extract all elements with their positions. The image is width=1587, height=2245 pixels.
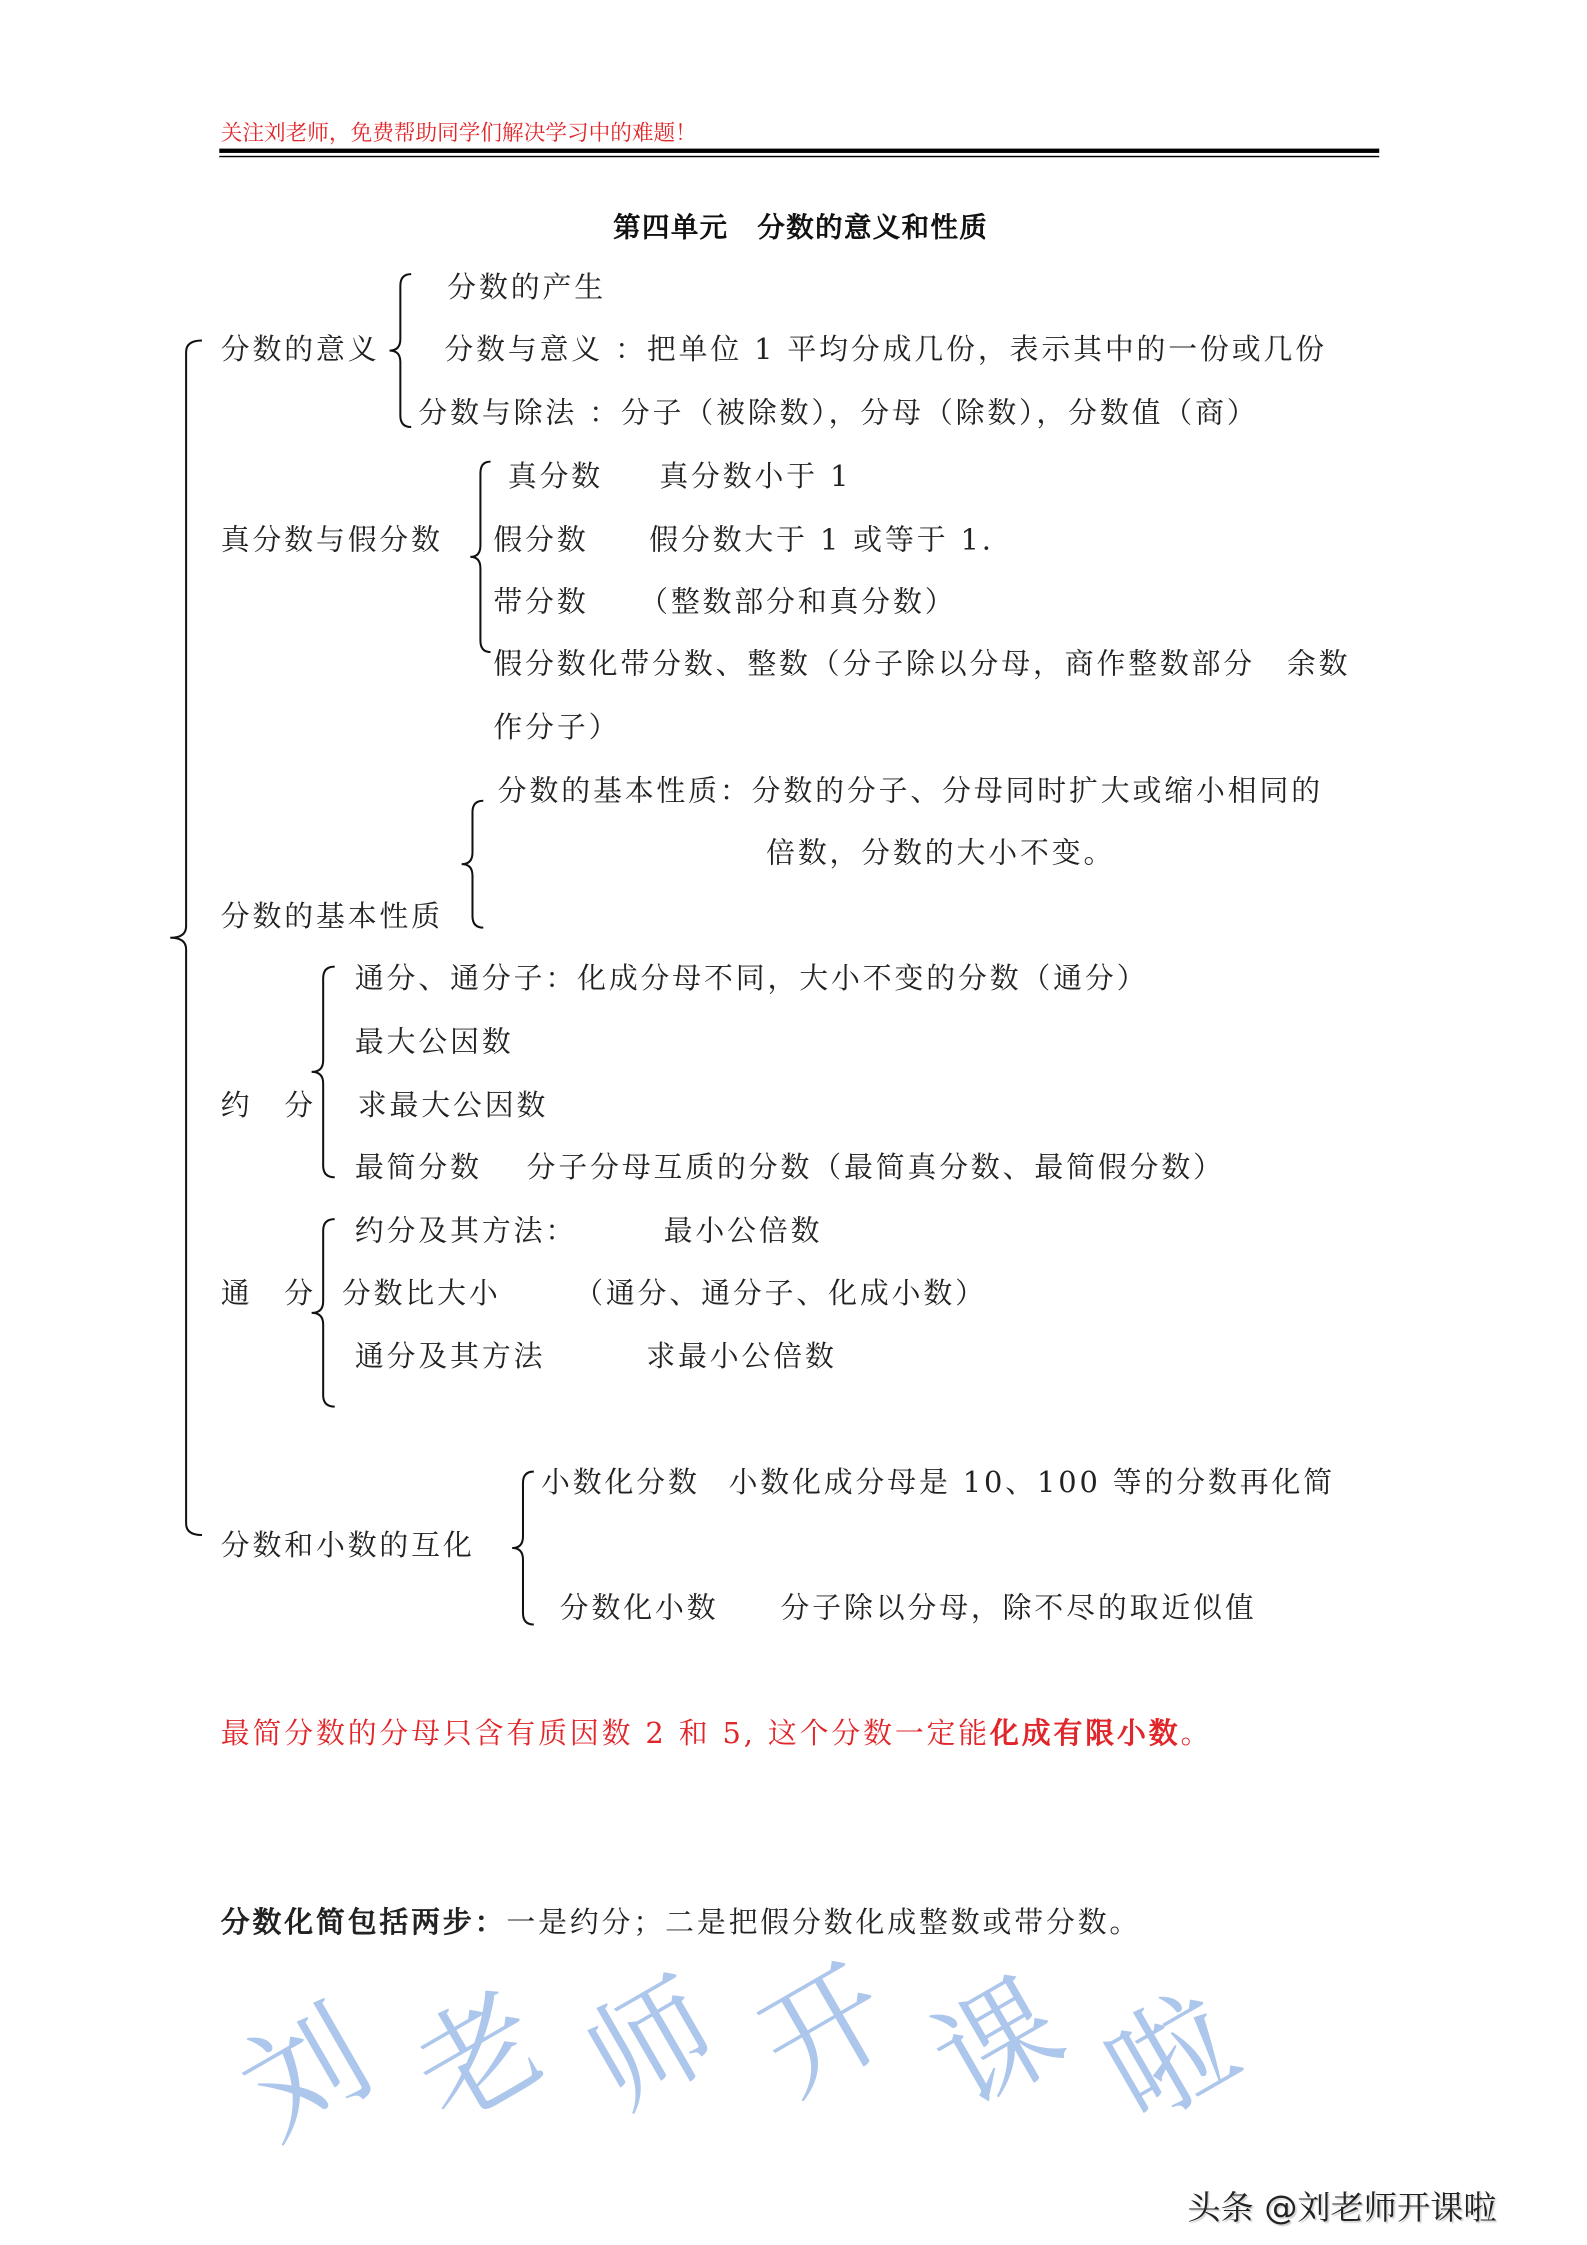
list-item: 分数与除法 ：分子（被除数），分母（除数），分数值（商） (418, 395, 1259, 430)
watermark-char: 师 (564, 1952, 740, 2136)
list-item: 分数的产生 (447, 269, 606, 305)
list-item: 求最大公因数 (357, 1087, 549, 1123)
watermark-char: 啦 (1083, 1967, 1260, 2151)
term-desc: 小数化成分母是 10、100 等的分数再化简 (728, 1464, 1335, 1499)
note-simplify (221, 1904, 1141, 1939)
term: 假分数 (493, 522, 589, 557)
term-desc: （整数部分和真分数） (639, 584, 957, 619)
section-label-proper-improper: 真分数与假分数 (220, 522, 443, 557)
footer-watermark: 头条 @刘老师开课啦 (1187, 2190, 1497, 2228)
term: 分数化小数 (559, 1589, 719, 1625)
term-desc: 分子除以分母，除不尽的取近似值 (780, 1589, 1257, 1625)
note-end: 。 (1180, 1715, 1213, 1750)
term: 真分数 (507, 458, 604, 494)
term-desc: 假分数大于 1 或等于 1. (649, 522, 994, 557)
watermark-char: 课 (910, 1952, 1087, 2136)
list-item: 最大公因数 (354, 1024, 514, 1059)
brace-basic-property (462, 801, 484, 928)
term-desc: 最小公倍数 (663, 1213, 823, 1248)
brace-fraction-decimal (512, 1472, 534, 1625)
term-desc: 真分数小于 1 (659, 458, 852, 494)
brace-common-denominator (312, 1219, 335, 1407)
term: 约分及其方法： (354, 1213, 578, 1248)
property-line: 分数的基本性质：分数的分子、分母同时扩大或缩小相同的 (497, 773, 1323, 808)
page-title: 第四单元 分数的意义和性质 (613, 212, 989, 244)
term-desc: 求最小公倍数 (646, 1338, 837, 1374)
list-item: 分数与意义 ：把单位 1 平均分成几份，表示其中的一份或几份 (444, 331, 1327, 367)
header-rule-thick (219, 149, 1379, 153)
main-brace (170, 340, 202, 1535)
brace-meaning (390, 274, 412, 427)
list-item: 通分、通分子：化成分母不同，大小不变的分数（通分） (354, 960, 1149, 996)
term: 小数化分数 (541, 1464, 700, 1499)
note-heading: 分数化简包括两步： (220, 1904, 507, 1939)
term-desc: 分子分母互质的分数（最简真分数、最简假分数） (526, 1149, 1225, 1185)
term: 通分及其方法 (354, 1338, 546, 1374)
conversion-line: 作分子） (493, 709, 621, 745)
header-rule-thin (219, 156, 1379, 157)
section-label-common-denominator: 通 分 (220, 1275, 316, 1310)
watermark-char: 开 (737, 1938, 914, 2122)
brace-reduction (312, 967, 335, 1178)
term: 带分数 (493, 584, 589, 619)
conversion-line: 假分数化带分数、整数（分子除以分母，商作整数部分 余数 (493, 646, 1351, 681)
section-label-fraction-decimal: 分数和小数的互化 (220, 1527, 475, 1563)
property-line: 倍数，分数的大小不变。 (766, 835, 1116, 870)
brace-proper-improper (470, 462, 490, 652)
watermark-char: 老 (391, 1967, 567, 2151)
section-label-reduction: 约 分 (220, 1087, 316, 1123)
note-emphasis: 化成有限小数 (990, 1715, 1181, 1750)
watermark-char: 刘 (218, 1981, 394, 2165)
term-desc: （通分、通分子、化成小数） (574, 1275, 987, 1310)
header-slogan: 关注刘老师，免费帮助同学们解决学习中的难题！ (220, 119, 697, 146)
term: 分数比大小 (341, 1275, 501, 1310)
term: 最简分数 (354, 1149, 482, 1185)
section-label-basic-property: 分数的基本性质 (220, 898, 443, 934)
section-label-meaning: 分数的意义 (220, 331, 380, 367)
note-finite-decimal (221, 1715, 1212, 1750)
note-text: 最简分数的分母只含有质因数 2 和 5, 这个分数一定能 (220, 1715, 991, 1750)
note-text: 一是约分；二是把假分数化成整数或带分数。 (506, 1904, 1142, 1939)
